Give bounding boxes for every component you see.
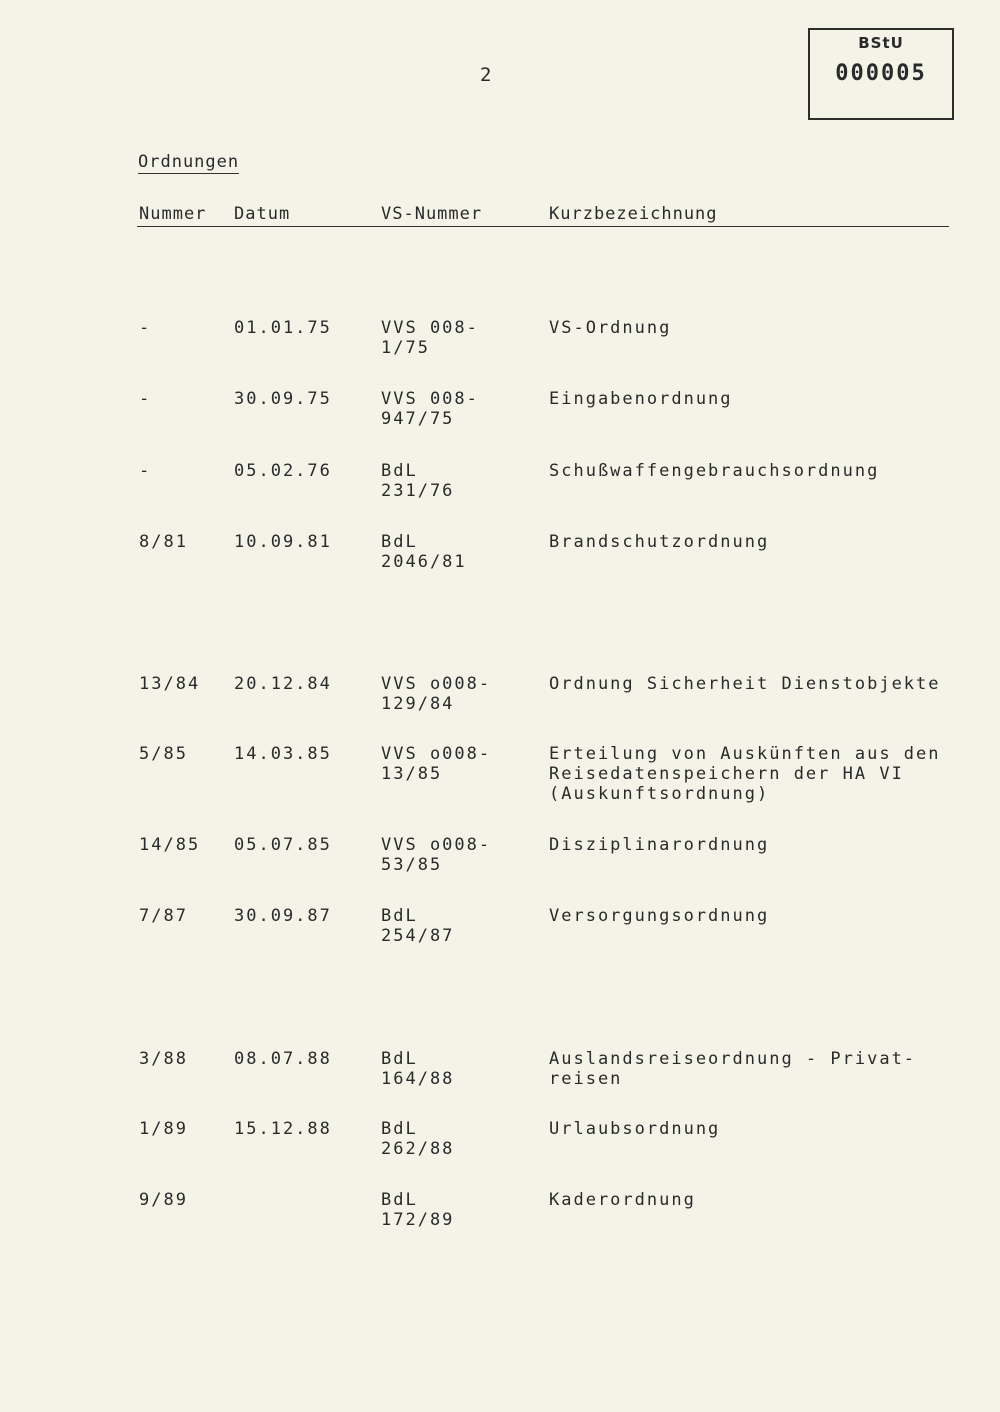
- page-number: 2: [480, 64, 492, 86]
- cell-datum: 14.03.85: [234, 744, 332, 764]
- cell-kurzbezeichnung: Eingabenordnung: [549, 389, 733, 409]
- cell-vs-nummer: BdL 164/88: [381, 1049, 455, 1089]
- cell-vs-nummer: BdL 262/88: [381, 1119, 455, 1159]
- archive-stamp: [808, 28, 954, 120]
- cell-datum: 15.12.88: [234, 1119, 332, 1139]
- cell-vs-nummer: VVS 008- 947/75: [381, 389, 479, 429]
- cell-kurzbezeichnung: Versorgungsordnung: [549, 906, 770, 926]
- cell-vs-nummer: BdL 254/87: [381, 906, 455, 946]
- cell-kurzbezeichnung: Schußwaffengebrauchsordnung: [549, 461, 880, 481]
- cell-datum: 05.07.85: [234, 835, 332, 855]
- cell-vs-nummer: VVS 008- 1/75: [381, 318, 479, 358]
- cell-kurzbezeichnung: Ordnung Sicherheit Dienstobjekte: [549, 674, 941, 694]
- cell-nummer: -: [139, 318, 152, 338]
- header-kurzbezeichnung: Kurzbezeichnung: [549, 204, 718, 224]
- cell-nummer: 13/84: [139, 674, 201, 694]
- cell-nummer: 7/87: [139, 906, 188, 926]
- cell-kurzbezeichnung: Brandschutzordnung: [549, 532, 770, 552]
- cell-nummer: 3/88: [139, 1049, 188, 1069]
- cell-vs-nummer: BdL 172/89: [381, 1190, 455, 1230]
- cell-datum: 08.07.88: [234, 1049, 332, 1069]
- cell-nummer: 9/89: [139, 1190, 188, 1210]
- cell-kurzbezeichnung: Erteilung von Auskünften aus den Reisedatenspeichern der HA VI (Auskunftsordnung): [549, 744, 941, 804]
- cell-nummer: 8/81: [139, 532, 188, 552]
- cell-nummer: 1/89: [139, 1119, 188, 1139]
- header-nummer: Nummer: [139, 204, 207, 224]
- table-header: [137, 204, 949, 227]
- cell-vs-nummer: VVS o008- 129/84: [381, 674, 492, 714]
- section-title: Ordnungen: [138, 152, 240, 172]
- cell-nummer: -: [139, 389, 152, 409]
- cell-datum: 10.09.81: [234, 532, 332, 552]
- stamp-title: BStU: [858, 34, 904, 52]
- cell-kurzbezeichnung: VS-Ordnung: [549, 318, 672, 338]
- cell-datum: 30.09.75: [234, 389, 332, 409]
- cell-datum: 01.01.75: [234, 318, 332, 338]
- cell-kurzbezeichnung: Auslandsreiseordnung - Privat- reisen: [549, 1049, 917, 1089]
- cell-vs-nummer: BdL 231/76: [381, 461, 455, 501]
- cell-vs-nummer: VVS o008- 13/85: [381, 744, 492, 784]
- header-vs-nummer: VS-Nummer: [381, 204, 483, 224]
- cell-vs-nummer: BdL 2046/81: [381, 532, 467, 572]
- cell-datum: 05.02.76: [234, 461, 332, 481]
- cell-kurzbezeichnung: Kaderordnung: [549, 1190, 696, 1210]
- cell-nummer: 14/85: [139, 835, 201, 855]
- cell-datum: 30.09.87: [234, 906, 332, 926]
- cell-kurzbezeichnung: Urlaubsordnung: [549, 1119, 721, 1139]
- cell-kurzbezeichnung: Disziplinarordnung: [549, 835, 770, 855]
- cell-nummer: -: [139, 461, 152, 481]
- cell-nummer: 5/85: [139, 744, 188, 764]
- cell-vs-nummer: VVS o008- 53/85: [381, 835, 492, 875]
- stamp-number: 000005: [835, 61, 927, 86]
- cell-datum: 20.12.84: [234, 674, 332, 694]
- header-datum: Datum: [234, 204, 291, 224]
